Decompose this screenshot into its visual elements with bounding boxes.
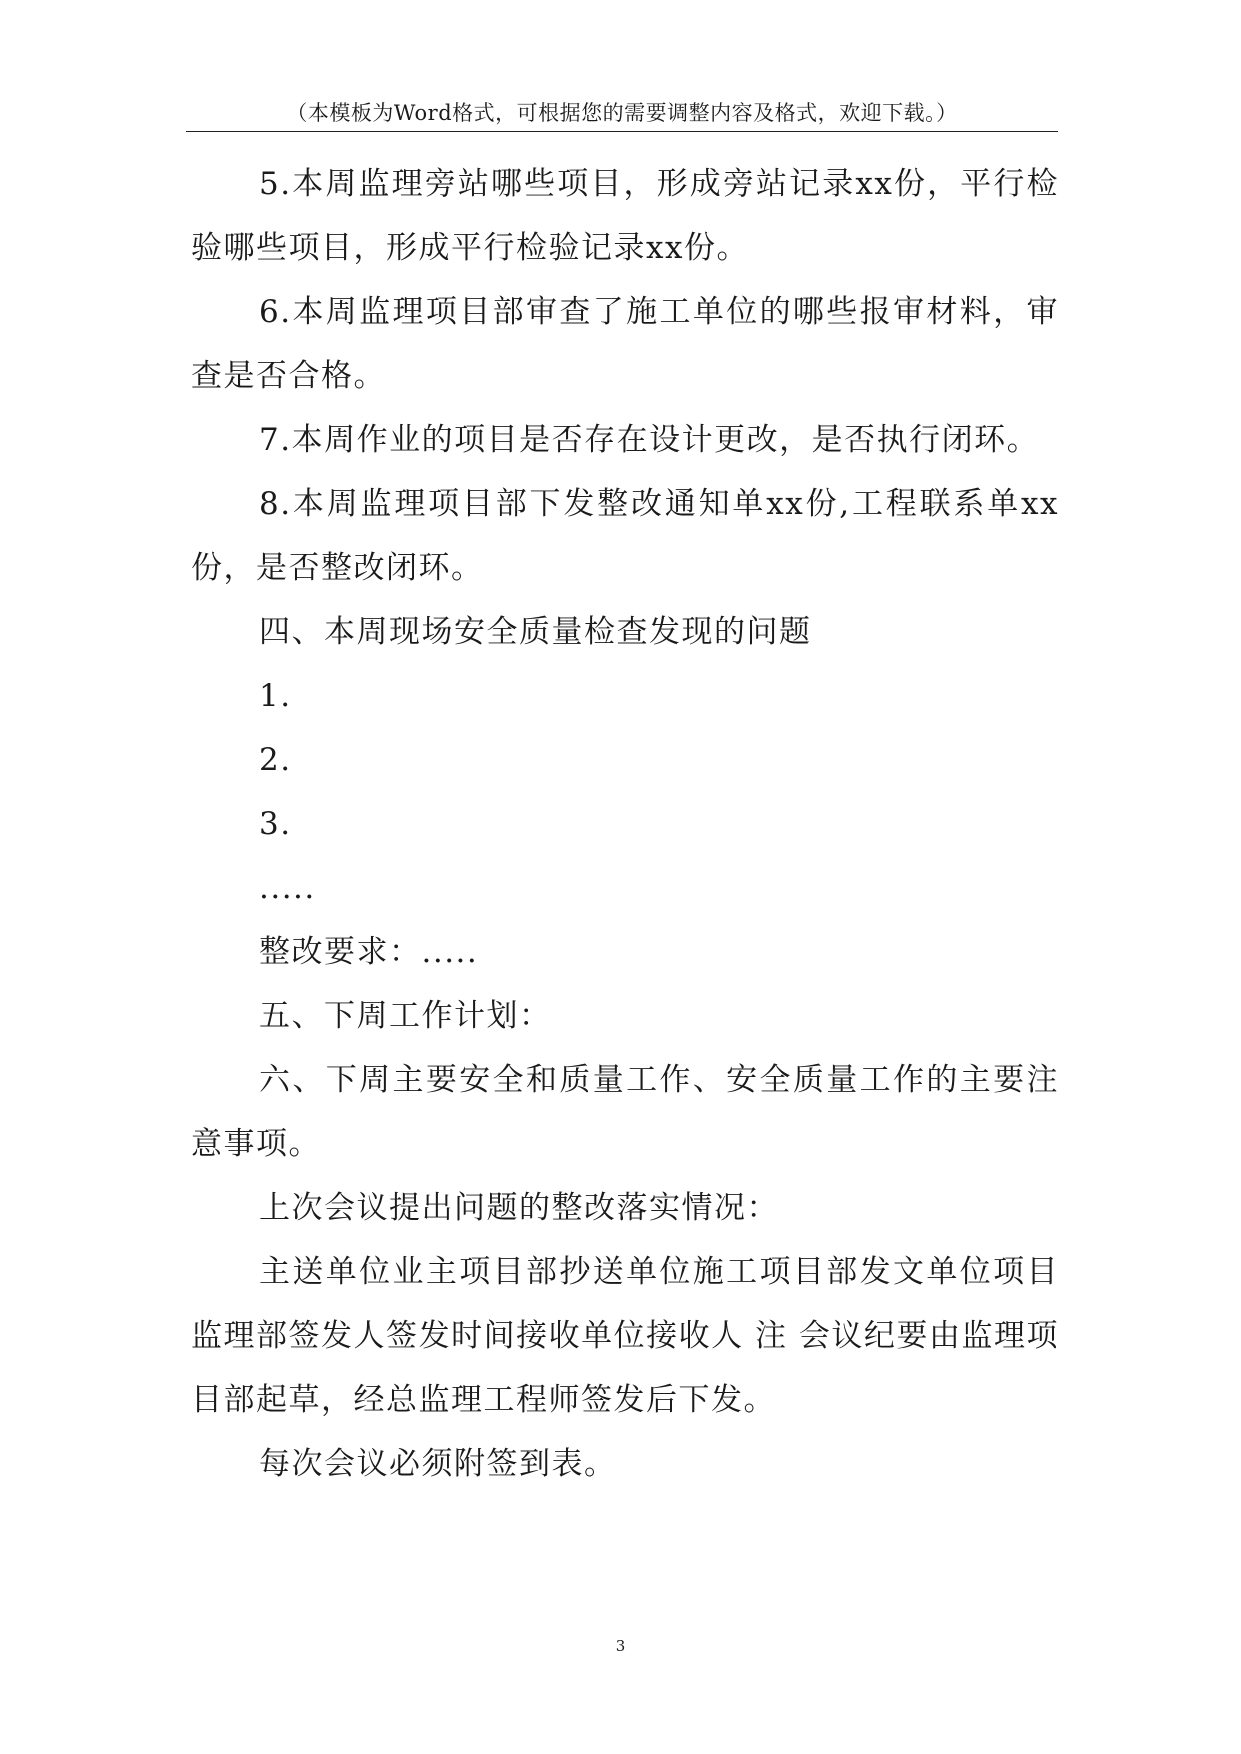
header-divider — [186, 131, 1058, 132]
paragraph-item-5: 5.本周监理旁站哪些项目，形成旁站记录xx份，平行检验哪些项目，形成平行检验记录xx份。 — [191, 166, 1059, 266]
paragraph-item-7: 7.本周作业的项目是否存在设计更改，是否执行闭环。 — [259, 422, 1040, 458]
page-number: 3 — [615, 1637, 626, 1655]
rectification-requirement: 整改要求：..... — [259, 934, 479, 970]
section-heading-6: 六、下周主要安全和质量工作、安全质量工作的主要注意事项。 — [191, 1062, 1059, 1162]
distribution-note: 主送单位业主项目部抄送单位施工项目部发文单位项目监理部签发人签发时间接收单位接收人 注 会议纪要由监理项目部起草，经总监理工程师签发后下发。 — [191, 1254, 1059, 1418]
page-header-note: （本模板为Word格式，可根据您的需要调整内容及格式，欢迎下载。） — [286, 101, 958, 125]
list-item-1: 1. — [259, 678, 292, 714]
paragraph-item-8: 8.本周监理项目部下发整改通知单xx份,工程联系单xx份，是否整改闭环。 — [191, 486, 1059, 586]
list-item-2: 2. — [259, 742, 292, 778]
section-heading-5: 五、下周工作计划： — [259, 998, 552, 1034]
list-item-3: 3. — [259, 806, 292, 842]
sign-in-note: 每次会议必须附签到表。 — [259, 1446, 617, 1482]
previous-meeting-status: 上次会议提出问题的整改落实情况： — [259, 1190, 779, 1226]
document-body — [191, 152, 1059, 1496]
section-heading-4: 四、本周现场安全质量检查发现的问题 — [259, 614, 812, 650]
paragraph-item-6: 6.本周监理项目部审查了施工单位的哪些报审材料，审查是否合格。 — [191, 294, 1059, 394]
list-ellipsis: ..... — [259, 870, 316, 906]
